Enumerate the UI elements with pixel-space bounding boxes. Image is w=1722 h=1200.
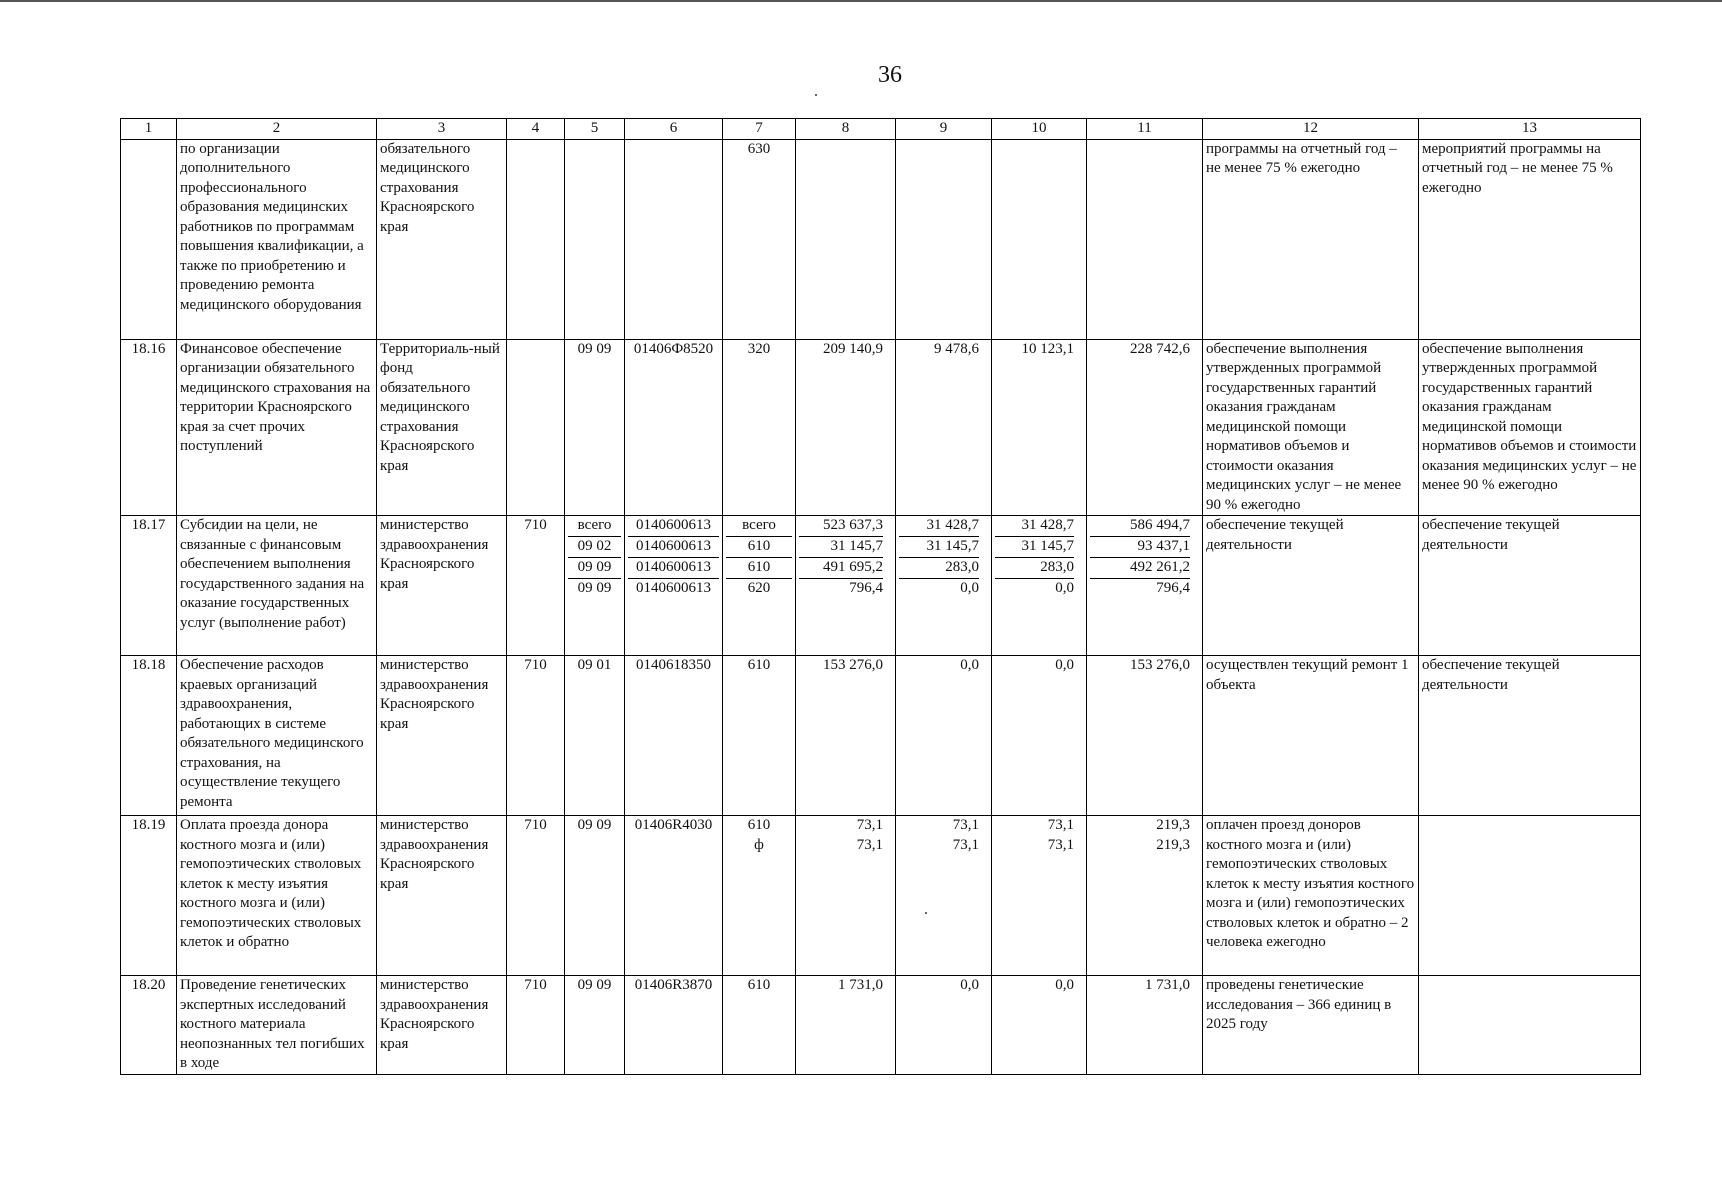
expected-result: проведены генетические исследования – 366 единиц в 2025 году [1203,976,1419,1075]
expense-type-code [723,976,796,1075]
amount-total [1087,976,1203,1075]
amount-year-3-value: 0,0 [1055,977,1074,993]
amount-year-1-value: 73,1 [856,837,883,853]
grbs-code: 710 [507,516,565,656]
table-row [121,516,1641,656]
header-cell: 3 [377,119,507,140]
amount-year-2 [896,516,992,656]
amount-total-value: 219,3 [1156,817,1190,833]
amount-year-1 [796,816,896,976]
responsible-org: Территориаль-ный фонд обязательного медицинского страхования Красноярского края [377,339,507,516]
amount-total-value: 796,4 [1090,578,1190,599]
section-code-value: 09 01 [577,657,612,673]
expected-result: оплачен проезд доноров костного мозга и (или) гемопоэтических стволовых клеток к месту изъятия костного мозга и (или) гемопоэтических стволовых клеток и обратно – 2 человека ежегодно [1203,816,1419,976]
responsible-org: министерство здравоохранения Красноярского края [377,656,507,816]
amount-year-2-value: 73,1 [952,837,979,853]
amount-total-value: 93 437,1 [1090,536,1190,557]
header-cell: 8 [796,119,896,140]
target-item-code-value: 01406Ф8520 [633,340,714,357]
header-cell: 6 [625,119,723,140]
expected-result-2 [1419,976,1641,1075]
amount-year-1 [796,516,896,656]
section-code [565,816,625,976]
amount-total-value: 228 742,6 [1130,340,1190,357]
target-item-code-value: 0140600613 [628,536,719,557]
measure-name: Проведение генетических экспертных исследований костного материала неопознанных тел погибших в ходе [177,976,377,1075]
budget-table [120,118,1641,1075]
amount-year-3 [992,656,1087,816]
amount-year-2-value: 9 478,6 [934,340,979,357]
expected-result: осуществлен текущий ремонт 1 объекта [1203,656,1419,816]
responsible-org: министерство здравоохранения Красноярского края [377,516,507,656]
expense-type-code-value: 620 [726,578,792,599]
grbs-code [507,139,565,339]
amount-year-3-value [995,140,1074,160]
measure-name: Оплата проезда донора костного мозга и (или) гемопоэтических стволовых клеток к месту изъятия костного мозга и (или) гемопоэтических стволовых клеток и обратно [177,816,377,976]
row-number: 18.17 [121,516,177,656]
row-number: 18.19 [121,816,177,976]
header-cell: 1 [121,119,177,140]
table-row [121,339,1641,516]
amount-year-3-value: 73,1 [1047,837,1074,853]
amount-year-1-value [799,140,883,160]
header-cell: 13 [1419,119,1641,140]
header-cell: 12 [1203,119,1419,140]
section-code-value: 09 02 [568,536,621,557]
section-code [565,339,625,516]
expense-type-code-value: 610 [726,557,792,578]
header-row [121,119,1641,140]
amount-year-2-value: 0,0 [960,977,979,993]
amount-year-3 [992,976,1087,1075]
target-item-code [625,816,723,976]
amount-year-3-value: 283,0 [995,557,1074,578]
amount-year-1 [796,339,896,516]
expense-type-code-value: 630 [747,140,771,157]
responsible-org: министерство здравоохранения Красноярского края [377,816,507,976]
row-number: 18.18 [121,656,177,816]
target-item-code-value: 0140600613 [628,557,719,578]
measure-name: Финансовое обеспечение организации обязательного медицинского страхования на территории Красноярского края за счет прочих поступлений [177,339,377,516]
amount-year-1 [796,139,896,339]
section-code-value: 09 09 [577,977,612,993]
expense-type-code-value: 610 [747,657,771,673]
table-row [121,656,1641,816]
amount-year-2 [896,339,992,516]
amount-year-3-value: 31 428,7 [1021,517,1074,533]
amount-year-3-value: 31 145,7 [995,536,1074,557]
amount-total [1087,656,1203,816]
responsible-org: министерство здравоохранения Красноярского края [377,976,507,1075]
target-item-code-value: 01406R4030 [634,817,713,833]
amount-year-1-value: 1 731,0 [838,977,883,993]
amount-year-2 [896,656,992,816]
table-row [121,816,1641,976]
amount-year-2-value: 31 428,7 [926,517,979,533]
target-item-code-value [628,140,719,160]
section-code [565,656,625,816]
expected-result-2: обеспечение текущей деятельности [1419,516,1641,656]
header-cell: 4 [507,119,565,140]
scan-speck [815,94,817,96]
expense-type-code [723,516,796,656]
page-number: 36 [878,62,902,88]
measure-name: Субсидии на цели, не связанные с финансовым обеспечением выполнения государственного задания на оказание государственных услуг (выполнение работ) [177,516,377,656]
header-cell: 2 [177,119,377,140]
amount-year-1-value: 796,4 [799,578,883,599]
amount-year-3-value: 73,1 [1047,817,1074,833]
expense-type-code-value: всего [742,517,776,533]
amount-year-2-value: 283,0 [899,557,979,578]
amount-total-value: 219,3 [1156,837,1190,853]
amount-year-1-value: 73,1 [856,817,883,833]
expense-type-code-value: 610 [726,536,792,557]
header-cell: 7 [723,119,796,140]
expected-result-2: обеспечение текущей деятельности [1419,656,1641,816]
grbs-code: 710 [507,656,565,816]
amount-total-value: 586 494,7 [1130,517,1190,533]
amount-total [1087,516,1203,656]
expense-type-code [723,139,796,339]
target-item-code [625,139,723,339]
amount-year-1-value: 153 276,0 [823,657,883,673]
expected-result-2: обеспечение выполнения утвержденных программой государственных гарантий оказания гражданам медицинской помощи нормативов объемов и стоимости оказания медицинских услуг – не менее 90 % ежегодно [1419,339,1641,516]
grbs-code: 710 [507,976,565,1075]
target-item-code [625,339,723,516]
row-number [121,139,177,339]
amount-year-2-value: 0,0 [899,578,979,599]
measure-name: по организации дополнительного профессионального образования медицинских работников по программам повышения квалификации, а также по приобретению и проведению ремонта медицинского оборудования [177,139,377,339]
amount-year-2 [896,976,992,1075]
section-code-value: всего [577,517,612,533]
row-number: 18.20 [121,976,177,1075]
amount-total-value [1090,140,1190,160]
amount-year-3-value: 0,0 [995,578,1074,599]
measure-name: Обеспечение расходов краевых организаций здравоохранения, работающих в системе обязательного медицинского страхования, на осуществление текущего ремонта [177,656,377,816]
amount-total [1087,816,1203,976]
section-code-value: 09 09 [568,578,621,599]
amount-year-1-value: 31 145,7 [799,536,883,557]
row-number: 18.16 [121,339,177,516]
amount-year-2-value: 73,1 [952,817,979,833]
amount-year-3-value: 10 123,1 [1021,340,1074,357]
target-item-code-value: 0140618350 [636,657,711,673]
header-cell: 9 [896,119,992,140]
amount-year-3 [992,816,1087,976]
target-item-code-value: 01406R3870 [634,977,713,993]
amount-year-2 [896,816,992,976]
target-item-code [625,976,723,1075]
target-item-code-value: 0140600613 [628,578,719,599]
target-item-code [625,516,723,656]
amount-year-1 [796,976,896,1075]
section-code [565,516,625,656]
amount-year-3 [992,139,1087,339]
expected-result-2: мероприятий программы на отчетный год – не менее 75 % ежегодно [1419,139,1641,339]
amount-year-2-value [899,140,979,160]
header-cell: 11 [1087,119,1203,140]
amount-year-1 [796,656,896,816]
section-code [565,976,625,1075]
expected-result: программы на отчетный год – не менее 75 % ежегодно [1203,139,1419,339]
expense-type-code-value: 610 [747,817,771,833]
section-code-value: 09 09 [577,340,612,357]
expense-type-code [723,339,796,516]
section-code-value [568,140,621,160]
expected-result-2 [1419,816,1641,976]
expense-type-code-value: ф [754,837,764,853]
amount-total-value: 492 261,2 [1090,557,1190,578]
amount-year-1-value: 523 637,3 [823,517,883,533]
amount-year-3 [992,339,1087,516]
amount-year-1-value: 209 140,9 [823,340,883,357]
amount-total-value: 153 276,0 [1130,657,1190,673]
scan-top-edge [0,0,1722,2]
amount-year-2-value: 0,0 [960,657,979,673]
amount-total-value: 1 731,0 [1145,977,1190,993]
table-row [121,139,1641,339]
grbs-code: 710 [507,816,565,976]
target-item-code [625,656,723,816]
section-code-value: 09 09 [568,557,621,578]
expense-type-code-value: 320 [747,340,771,357]
amount-year-2 [896,139,992,339]
amount-year-1-value: 491 695,2 [799,557,883,578]
grbs-code [507,339,565,516]
responsible-org: обязательного медицинского страхования Красноярского края [377,139,507,339]
header-cell: 10 [992,119,1087,140]
expense-type-code [723,656,796,816]
header-cell: 5 [565,119,625,140]
amount-year-3-value: 0,0 [1055,657,1074,673]
amount-total [1087,139,1203,339]
amount-total [1087,339,1203,516]
section-code-value: 09 09 [577,817,612,833]
expected-result: обеспечение выполнения утвержденных программой государственных гарантий оказания гражданам медицинской помощи нормативов объемов и стоимости оказания медицинских услуг – не менее 90 % ежегодно [1203,339,1419,516]
table-row [121,976,1641,1075]
section-code [565,139,625,339]
target-item-code-value: 0140600613 [636,517,711,533]
expected-result: обеспечение текущей деятельности [1203,516,1419,656]
expense-type-code-value: 610 [747,977,771,993]
amount-year-2-value: 31 145,7 [899,536,979,557]
expense-type-code [723,816,796,976]
amount-year-3 [992,516,1087,656]
